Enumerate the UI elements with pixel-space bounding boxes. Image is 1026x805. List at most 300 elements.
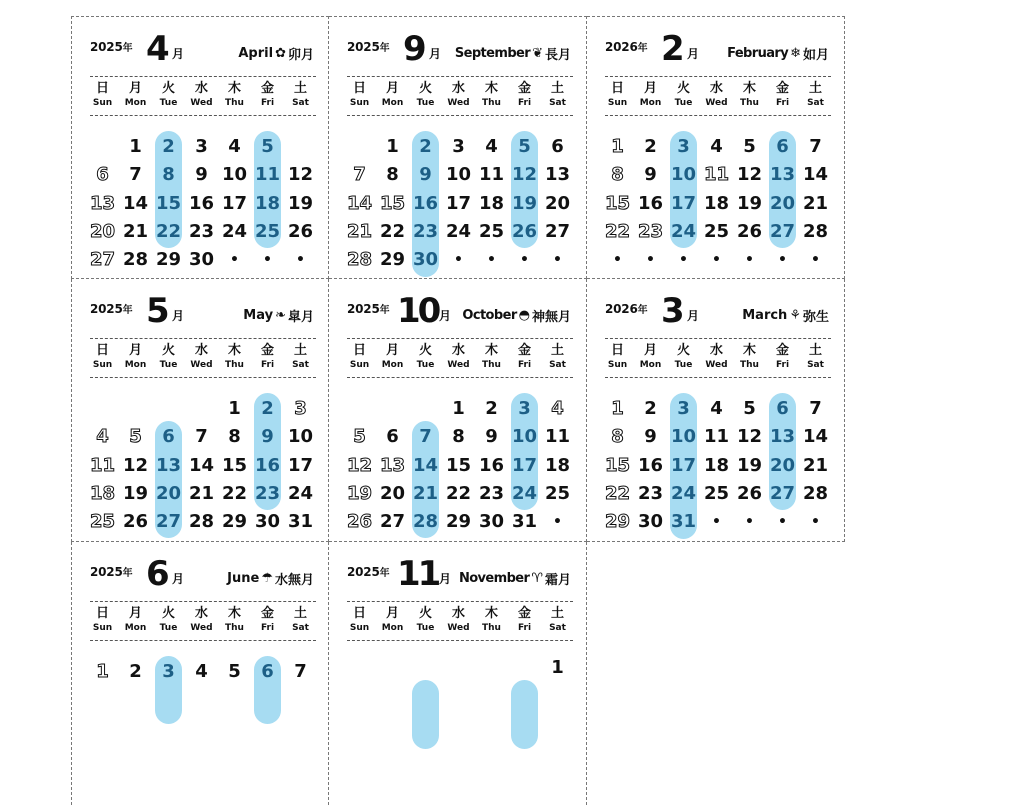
day-cell[interactable]: 10 (670, 426, 697, 448)
weekday-jp: 水 (451, 343, 465, 358)
day-cell[interactable]: 15 (379, 192, 406, 214)
day-cell[interactable]: 2 (129, 661, 142, 682)
empty-day-dot: • (553, 514, 562, 531)
day-cell[interactable]: 24 (670, 220, 697, 242)
month-name-group (243, 306, 314, 325)
day-cell[interactable]: 15 (155, 192, 182, 214)
day-cell[interactable]: 10 (445, 164, 472, 186)
day-cell[interactable]: 20 (379, 482, 406, 504)
day-cell[interactable]: 8 (611, 426, 624, 448)
day-cell[interactable]: 12 (736, 164, 763, 186)
day-cell[interactable]: 3 (294, 398, 307, 419)
day-cell[interactable]: 7 (195, 426, 208, 448)
day-cell[interactable]: 17 (221, 192, 248, 214)
weekday-header-row (86, 343, 316, 375)
day-cell[interactable]: 18 (254, 192, 281, 214)
weekday-en: Mon (124, 360, 147, 370)
day-grid (86, 133, 316, 273)
day-cell[interactable]: 1 (228, 398, 241, 419)
weekday-jp: 火 (161, 343, 175, 358)
weekday-en: Wed (705, 360, 728, 370)
day-cell[interactable]: 27 (544, 220, 571, 242)
empty-day-dot: • (553, 252, 562, 269)
weekday-en: Tue (674, 98, 693, 108)
day-cell[interactable]: 22 (379, 220, 406, 242)
header-divider (347, 76, 573, 77)
weekday-header-row (343, 81, 573, 113)
empty-day-dot: • (712, 514, 721, 531)
day-cell[interactable]: 17 (670, 192, 697, 214)
day-cell[interactable]: 21 (412, 482, 439, 504)
day-cell[interactable]: 3 (677, 136, 690, 157)
day-cell[interactable]: 26 (346, 511, 373, 533)
day-cell[interactable]: 6 (261, 661, 274, 682)
weekday-jp: 日 (352, 606, 366, 621)
day-cell[interactable]: 26 (122, 511, 149, 533)
weekday-jp: 水 (451, 606, 465, 621)
weekday-mon (376, 343, 409, 371)
day-cell[interactable]: 25 (544, 482, 571, 504)
day-cell[interactable]: 3 (162, 661, 175, 682)
year-value: 2025 (347, 565, 380, 579)
day-cell[interactable]: 17 (287, 454, 314, 476)
weekday-divider (90, 377, 316, 378)
weekday-thu (733, 81, 766, 109)
day-cell[interactable]: 21 (802, 454, 829, 476)
day-cell[interactable]: 1 (611, 398, 624, 419)
weekday-en: Tue (416, 98, 435, 108)
day-cell[interactable]: 24 (287, 482, 314, 504)
weekday-en: Sun (349, 98, 370, 108)
traditional-month-name: 水無月 (274, 573, 314, 588)
day-cell[interactable]: 17 (445, 192, 472, 214)
day-cell[interactable]: 20 (544, 192, 571, 214)
weekday-en: Fri (517, 623, 532, 633)
day-cell[interactable]: 6 (776, 398, 789, 419)
day-cell[interactable]: 9 (485, 426, 498, 448)
month-number: 4 (146, 29, 170, 69)
day-cell[interactable]: 30 (412, 249, 439, 271)
weekday-jp: 火 (418, 81, 432, 96)
day-cell[interactable]: 1 (96, 661, 109, 682)
weekday-jp: 月 (643, 81, 657, 96)
day-cell[interactable]: 3 (677, 398, 690, 419)
day-cell[interactable]: 9 (419, 164, 432, 186)
day-cell[interactable]: 8 (386, 164, 399, 186)
day-cell[interactable]: 16 (254, 454, 281, 476)
month-kanji-suffix: 月 (687, 309, 700, 323)
day-cell[interactable]: 14 (412, 454, 439, 476)
day-cell[interactable]: 23 (637, 482, 664, 504)
weekday-jp: 日 (95, 81, 109, 96)
day-cell[interactable]: 24 (445, 220, 472, 242)
day-cell[interactable]: 12 (287, 164, 314, 186)
weekday-sun (343, 343, 376, 371)
weekday-sat (541, 81, 574, 109)
day-cell[interactable]: 1 (129, 136, 142, 157)
day-cell[interactable]: 30 (254, 511, 281, 533)
ginkgo-icon: ♈ (531, 571, 543, 586)
day-cell[interactable]: 31 (287, 511, 314, 533)
weekday-sat (541, 343, 574, 371)
day-cell[interactable]: 28 (122, 249, 149, 271)
day-cell[interactable]: 14 (122, 192, 149, 214)
day-cell[interactable]: 20 (155, 482, 182, 504)
day-cell[interactable]: 19 (287, 192, 314, 214)
day-cell[interactable]: 14 (802, 426, 829, 448)
day-cell[interactable]: 2 (419, 136, 432, 157)
day-cell[interactable]: 4 (96, 426, 109, 448)
weekday-mon (376, 81, 409, 109)
english-month-name: October (462, 308, 517, 323)
weekday-fri (251, 343, 284, 371)
day-cell[interactable]: 29 (604, 511, 631, 533)
day-cell[interactable]: 28 (802, 220, 829, 242)
day-cell[interactable]: 5 (261, 136, 274, 157)
leaf-drop-icon: ❦ (532, 46, 543, 61)
day-cell[interactable]: 17 (670, 454, 697, 476)
day-cell[interactable]: 15 (604, 454, 631, 476)
weekday-en: Sun (349, 360, 370, 370)
day-cell[interactable]: 4 (551, 398, 564, 419)
weekday-en: Sun (349, 623, 370, 633)
day-cell[interactable]: 20 (769, 454, 796, 476)
day-cell[interactable]: 9 (644, 426, 657, 448)
day-cell[interactable]: 29 (445, 511, 472, 533)
day-cell[interactable]: 29 (155, 249, 182, 271)
day-cell[interactable]: 30 (478, 511, 505, 533)
weekday-en: Tue (159, 98, 178, 108)
weekday-header-row (601, 343, 831, 375)
weekday-jp: 木 (227, 606, 241, 621)
month-block-2026-2 (587, 16, 845, 279)
day-cell[interactable]: 8 (228, 426, 241, 448)
day-cell[interactable]: 22 (604, 482, 631, 504)
day-cell[interactable]: 20 (89, 220, 116, 242)
month-header (72, 31, 330, 71)
month-name-group (742, 306, 829, 325)
day-cell[interactable]: 13 (769, 164, 796, 186)
day-cell[interactable]: 7 (809, 136, 822, 157)
month-header (329, 293, 587, 333)
day-cell[interactable]: 19 (511, 192, 538, 214)
day-cell[interactable]: 8 (452, 426, 465, 448)
day-cell[interactable]: 25 (89, 511, 116, 533)
day-cell[interactable]: 20 (769, 192, 796, 214)
weekday-jp: 土 (293, 343, 307, 358)
day-cell[interactable]: 19 (346, 482, 373, 504)
day-cell[interactable]: 5 (129, 426, 142, 448)
weekday-en: Sun (607, 98, 628, 108)
day-cell[interactable]: 25 (703, 482, 730, 504)
day-cell[interactable]: 23 (188, 220, 215, 242)
day-cell[interactable]: 21 (122, 220, 149, 242)
day-cell[interactable]: 4 (195, 661, 208, 682)
weekday-en: Mon (124, 98, 147, 108)
month-name-group (238, 44, 314, 63)
day-cell[interactable]: 15 (445, 454, 472, 476)
day-cell[interactable]: 7 (294, 661, 307, 682)
day-cell[interactable]: 24 (511, 482, 538, 504)
day-cell[interactable]: 26 (736, 482, 763, 504)
day-cell[interactable]: 22 (221, 482, 248, 504)
day-cell[interactable]: 30 (188, 249, 215, 271)
day-cell[interactable]: 6 (96, 164, 109, 186)
day-cell[interactable]: 10 (511, 426, 538, 448)
day-cell[interactable]: 1 (452, 398, 465, 419)
day-cell[interactable]: 18 (478, 192, 505, 214)
day-cell[interactable]: 27 (155, 511, 182, 533)
weekday-jp: 金 (260, 343, 274, 358)
weekday-jp: 月 (128, 343, 142, 358)
day-cell[interactable]: 26 (287, 220, 314, 242)
weekday-en: Thu (225, 360, 244, 370)
day-cell[interactable]: 9 (644, 164, 657, 186)
year-suffix: 年 (379, 568, 390, 579)
day-cell[interactable]: 6 (776, 136, 789, 157)
day-cell[interactable]: 6 (162, 426, 175, 448)
day-cell[interactable]: 3 (195, 136, 208, 157)
day-cell[interactable]: 16 (637, 192, 664, 214)
weekday-jp: 木 (742, 343, 756, 358)
day-cell[interactable]: 28 (802, 482, 829, 504)
traditional-month-name: 弥生 (802, 310, 829, 325)
weekday-header-row (343, 606, 573, 638)
weekday-en: Wed (447, 360, 470, 370)
day-cell[interactable]: 3 (518, 398, 531, 419)
year-value: 2025 (347, 302, 380, 316)
day-cell[interactable]: 12 (736, 426, 763, 448)
weekday-sun (601, 343, 634, 371)
day-cell[interactable]: 17 (511, 454, 538, 476)
day-cell[interactable]: 2 (261, 398, 274, 419)
day-cell[interactable]: 23 (254, 482, 281, 504)
day-cell[interactable]: 23 (412, 220, 439, 242)
day-cell[interactable]: 27 (769, 482, 796, 504)
weekday-jp: 土 (293, 81, 307, 96)
weekday-jp: 月 (385, 343, 399, 358)
day-cell[interactable]: 5 (518, 136, 531, 157)
month-header (72, 556, 330, 596)
year-suffix: 年 (122, 305, 133, 316)
year-label (347, 39, 389, 54)
month-name-group (459, 569, 571, 588)
day-cell[interactable]: 13 (769, 426, 796, 448)
day-cell[interactable]: 13 (379, 454, 406, 476)
day-cell[interactable]: 2 (485, 398, 498, 419)
day-cell[interactable]: 2 (644, 136, 657, 157)
english-month-name: June (227, 571, 260, 586)
english-month-name: April (238, 46, 274, 61)
weekday-jp: 土 (550, 343, 564, 358)
weekday-jp: 火 (676, 81, 690, 96)
day-cell[interactable]: 5 (228, 661, 241, 682)
day-cell[interactable]: 9 (195, 164, 208, 186)
month-block-2025-9 (329, 16, 587, 279)
header-divider (90, 76, 316, 77)
day-cell[interactable]: 30 (637, 511, 664, 533)
day-cell[interactable]: 22 (155, 220, 182, 242)
weekday-jp: 水 (451, 81, 465, 96)
day-cell[interactable]: 18 (703, 192, 730, 214)
day-cell[interactable]: 12 (122, 454, 149, 476)
day-cell[interactable]: 6 (386, 426, 399, 448)
day-grid (343, 654, 573, 794)
weekday-sat (284, 606, 317, 634)
month-header (587, 31, 845, 71)
weekday-jp: 月 (128, 606, 142, 621)
day-cell[interactable]: 13 (155, 454, 182, 476)
day-cell[interactable]: 16 (412, 192, 439, 214)
day-cell[interactable]: 8 (611, 164, 624, 186)
day-cell[interactable]: 19 (736, 192, 763, 214)
day-cell[interactable]: 18 (703, 454, 730, 476)
day-cell[interactable]: 11 (703, 164, 730, 186)
day-cell[interactable]: 7 (353, 164, 366, 186)
day-cell[interactable]: 21 (188, 482, 215, 504)
day-cell[interactable]: 5 (353, 426, 366, 448)
day-cell[interactable]: 4 (710, 398, 723, 419)
weekday-en: Sun (92, 623, 113, 633)
weekday-highlight-band (412, 680, 439, 748)
empty-day-dot: • (646, 252, 655, 269)
day-cell[interactable]: 18 (89, 482, 116, 504)
day-cell[interactable]: 26 (511, 220, 538, 242)
day-cell[interactable]: 2 (644, 398, 657, 419)
day-cell[interactable]: 7 (419, 426, 432, 448)
day-cell[interactable]: 28 (346, 249, 373, 271)
day-cell[interactable]: 11 (89, 454, 116, 476)
day-cell[interactable]: 10 (287, 426, 314, 448)
weekday-jp: 金 (517, 343, 531, 358)
weekday-en: Mon (124, 623, 147, 633)
day-cell[interactable]: 15 (221, 454, 248, 476)
day-cell[interactable]: 22 (604, 220, 631, 242)
weekday-en: Fri (517, 98, 532, 108)
day-cell[interactable]: 10 (670, 164, 697, 186)
day-cell[interactable]: 15 (604, 192, 631, 214)
day-cell[interactable]: 4 (485, 136, 498, 157)
day-cell[interactable]: 25 (478, 220, 505, 242)
weekday-en: Sat (549, 98, 566, 108)
day-cell[interactable]: 4 (228, 136, 241, 157)
year-label (605, 301, 647, 316)
day-cell[interactable]: 21 (346, 220, 373, 242)
day-cell[interactable]: 7 (809, 398, 822, 419)
day-cell[interactable]: 19 (736, 454, 763, 476)
day-cell[interactable]: 11 (544, 426, 571, 448)
weekday-fri (508, 81, 541, 109)
day-cell[interactable]: 28 (188, 511, 215, 533)
day-cell[interactable]: 31 (670, 511, 697, 533)
weekday-jp: 木 (742, 81, 756, 96)
day-cell[interactable]: 13 (89, 192, 116, 214)
weekday-en: Fri (517, 360, 532, 370)
day-cell[interactable]: 4 (710, 136, 723, 157)
day-cell[interactable]: 13 (544, 164, 571, 186)
day-cell[interactable]: 27 (769, 220, 796, 242)
day-cell[interactable]: 21 (802, 192, 829, 214)
day-cell[interactable]: 8 (162, 164, 175, 186)
empty-day-dot: • (520, 252, 529, 269)
day-cell[interactable]: 6 (551, 136, 564, 157)
day-cell[interactable]: 11 (478, 164, 505, 186)
day-cell[interactable]: 27 (379, 511, 406, 533)
day-cell[interactable]: 23 (478, 482, 505, 504)
weekday-fri (508, 343, 541, 371)
day-cell[interactable]: 31 (511, 511, 538, 533)
weekday-en: Tue (159, 623, 178, 633)
day-cell[interactable]: 1 (611, 136, 624, 157)
day-cell[interactable]: 7 (129, 164, 142, 186)
weekday-en: Thu (482, 98, 501, 108)
weekday-jp: 木 (227, 81, 241, 96)
month-kanji-suffix: 月 (172, 309, 185, 323)
weekday-tue (667, 343, 700, 371)
day-cell[interactable]: 12 (346, 454, 373, 476)
day-cell[interactable]: 24 (670, 482, 697, 504)
day-cell[interactable]: 12 (511, 164, 538, 186)
empty-day-dot: • (296, 252, 305, 269)
day-cell[interactable]: 9 (261, 426, 274, 448)
weekday-en: Thu (740, 98, 759, 108)
day-cell[interactable]: 11 (703, 426, 730, 448)
month-name-group (227, 569, 314, 588)
day-cell[interactable]: 24 (221, 220, 248, 242)
day-cell[interactable]: 19 (122, 482, 149, 504)
day-cell[interactable]: 16 (637, 454, 664, 476)
day-cell[interactable]: 29 (221, 511, 248, 533)
weekday-wed (442, 343, 475, 371)
day-cell[interactable]: 18 (544, 454, 571, 476)
day-cell[interactable]: 27 (89, 249, 116, 271)
day-cell[interactable]: 25 (703, 220, 730, 242)
day-cell[interactable]: 22 (445, 482, 472, 504)
day-cell[interactable]: 16 (478, 454, 505, 476)
weekday-en: Thu (482, 360, 501, 370)
day-cell[interactable]: 11 (254, 164, 281, 186)
weekday-sun (343, 81, 376, 109)
day-cell[interactable]: 14 (802, 164, 829, 186)
empty-day-dot: • (263, 252, 272, 269)
day-cell[interactable]: 29 (379, 249, 406, 271)
day-cell[interactable]: 23 (637, 220, 664, 242)
day-cell[interactable]: 14 (346, 192, 373, 214)
weekday-wed (442, 606, 475, 634)
day-cell[interactable]: 10 (221, 164, 248, 186)
weekday-jp: 金 (517, 81, 531, 96)
day-cell[interactable]: 26 (736, 220, 763, 242)
weekday-en: Tue (674, 360, 693, 370)
day-cell[interactable]: 3 (452, 136, 465, 157)
day-cell[interactable]: 1 (551, 657, 564, 678)
weekday-wed (700, 81, 733, 109)
weekday-mon (634, 343, 667, 371)
weekday-sat (284, 81, 317, 109)
day-cell[interactable]: 2 (162, 136, 175, 157)
weekday-divider (347, 377, 573, 378)
weekday-jp: 水 (709, 81, 723, 96)
year-value: 2025 (90, 302, 123, 316)
day-cell[interactable]: 5 (743, 398, 756, 419)
day-cell[interactable]: 25 (254, 220, 281, 242)
day-cell[interactable]: 5 (743, 136, 756, 157)
day-cell[interactable]: 28 (412, 511, 439, 533)
day-cell[interactable]: 1 (386, 136, 399, 157)
day-grid (86, 395, 316, 535)
day-cell[interactable]: 16 (188, 192, 215, 214)
day-cell[interactable]: 14 (188, 454, 215, 476)
